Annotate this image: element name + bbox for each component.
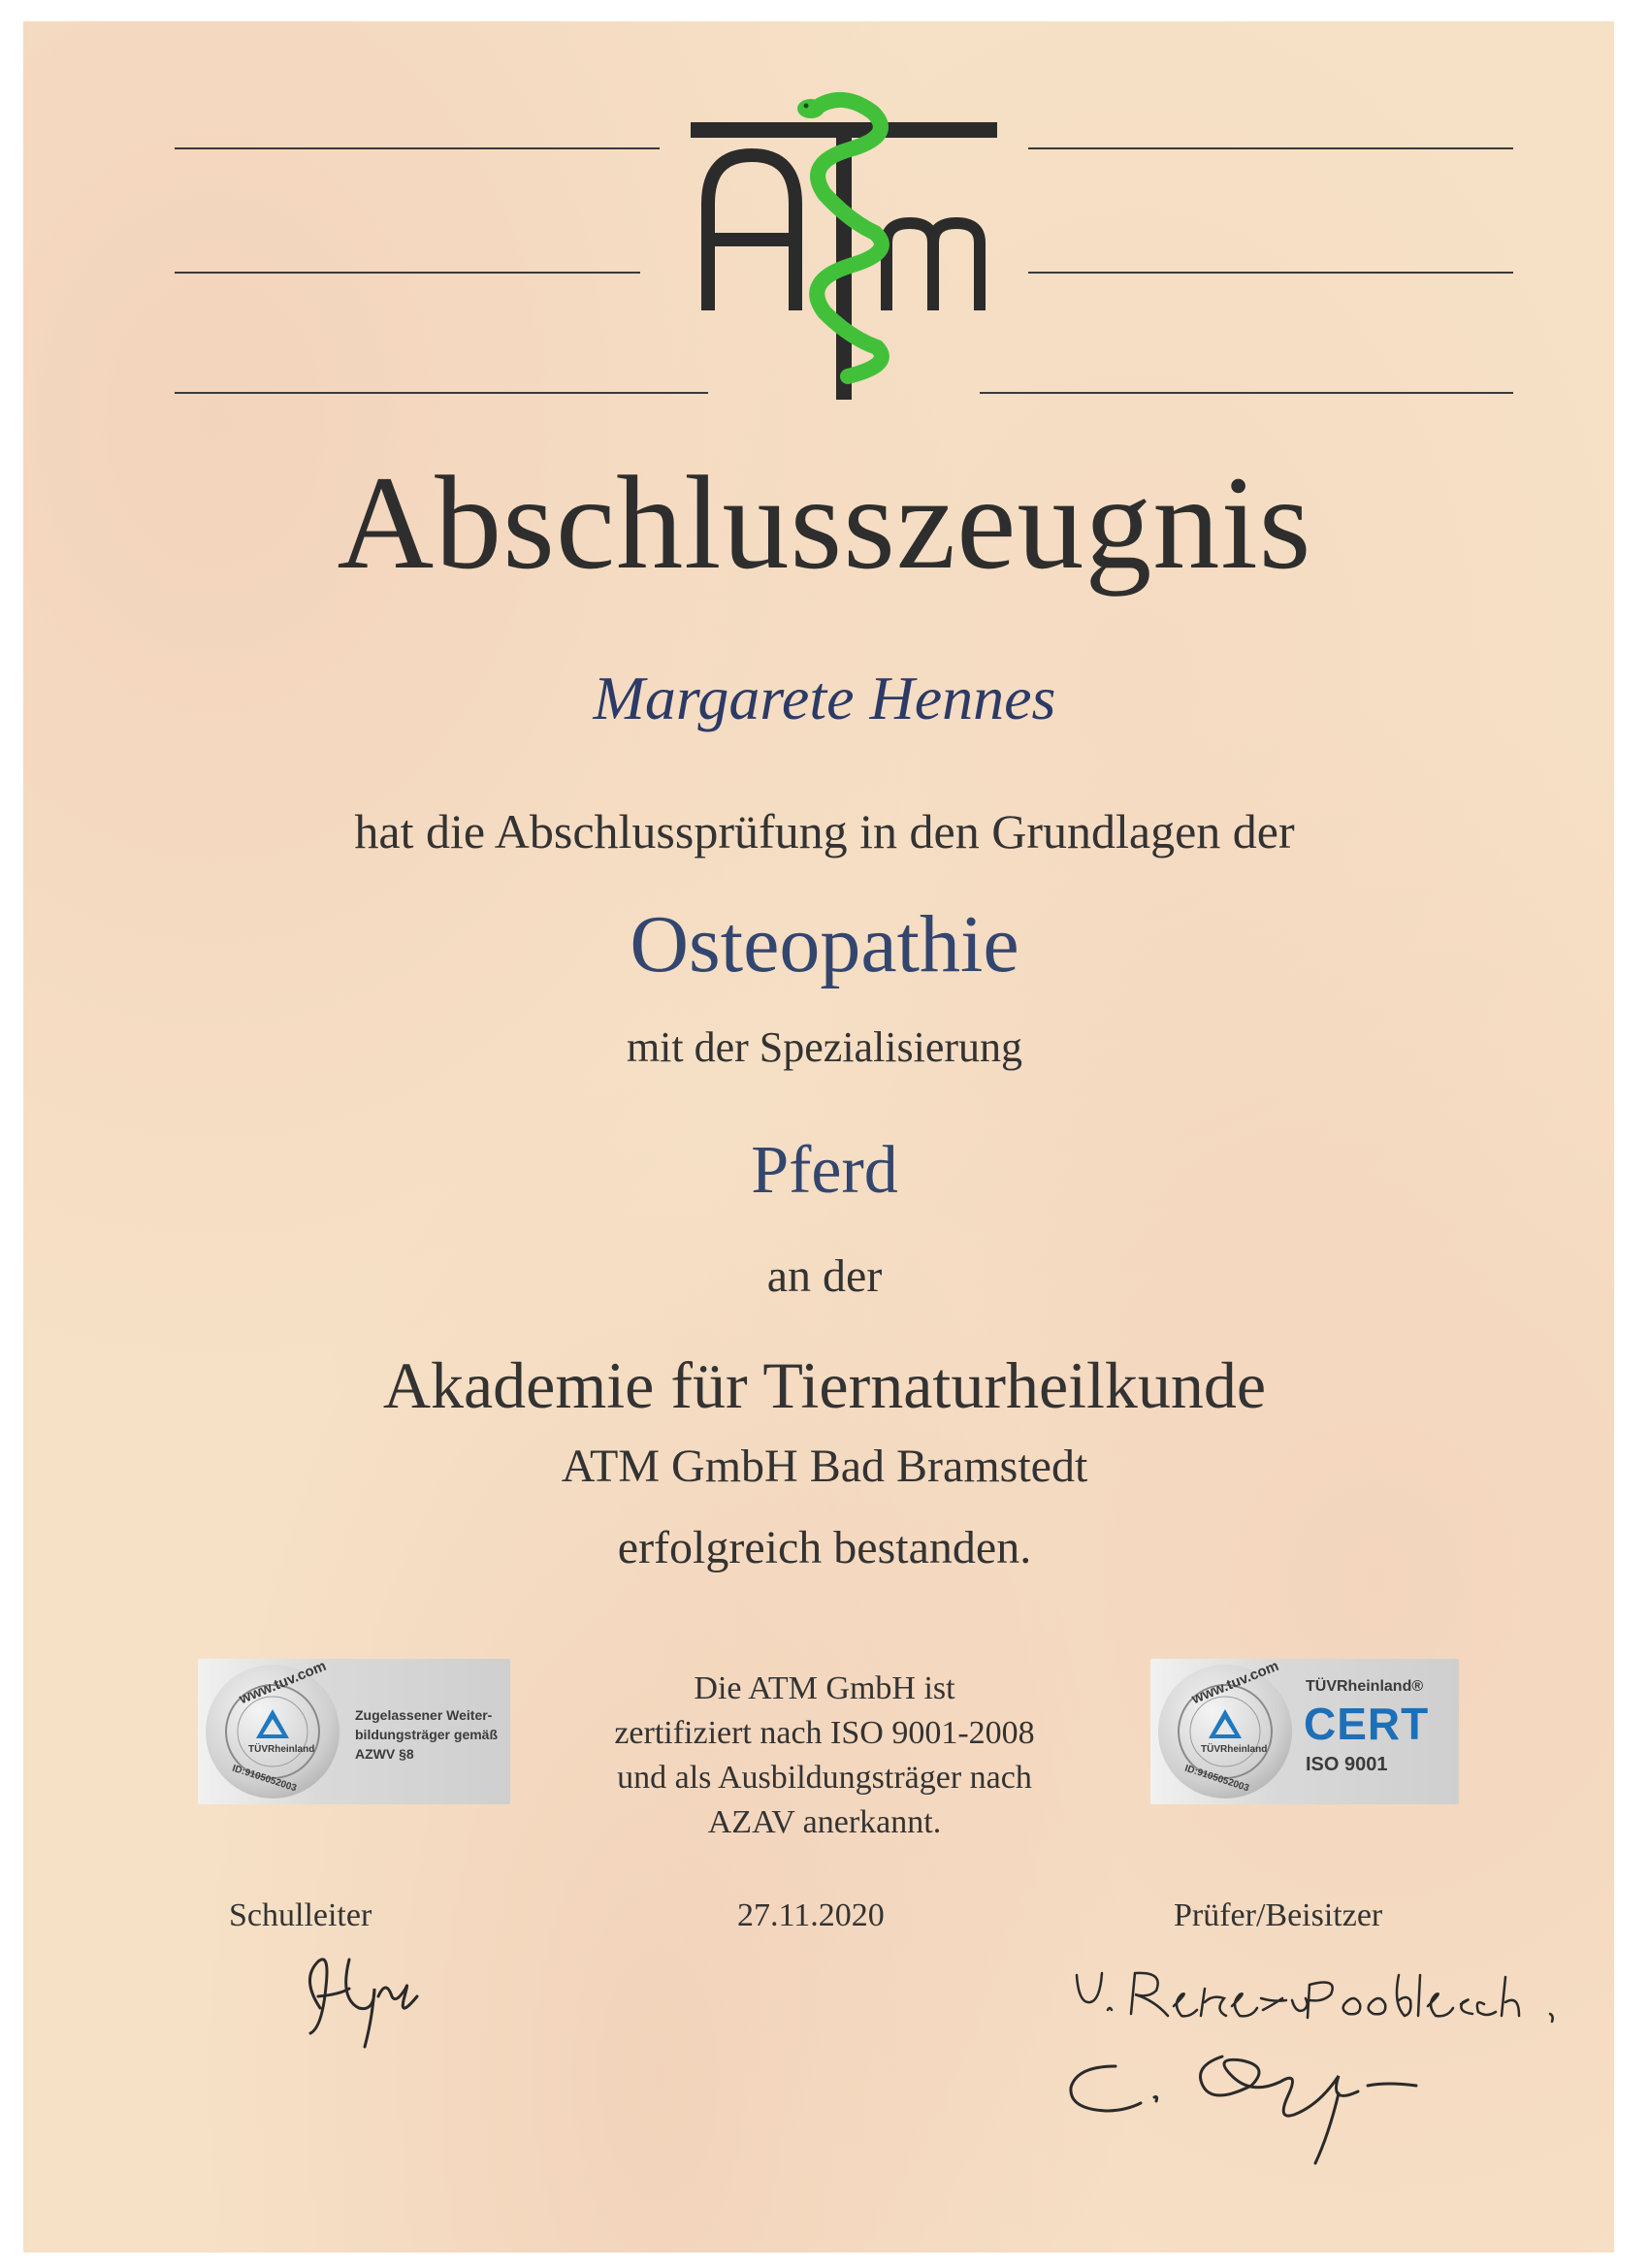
certification-note-line-2: zertifiziert nach ISO 9001-2008 [614,1715,1035,1751]
tuv-cert-id: ID:9105052003 [1182,1763,1250,1795]
issue-date: 27.11.2020 [737,1897,885,1933]
at-text: an der [766,1250,883,1302]
rule-left-top [175,147,660,149]
examiner-label: Prüfer/Beisitzer [1174,1897,1383,1933]
tuv-cert-ring-text: www.tuv.com [1189,1657,1281,1708]
rule-right-top [1028,147,1513,149]
tuv-seal-id: ID:9105052003 [230,1763,298,1795]
academy-name: Akademie für Tiernaturheilkunde [382,1348,1267,1422]
company-name: ATM GmbH Bad Bramstedt [561,1441,1088,1492]
rule-left-middle [175,272,640,274]
certification-note-line-1: Die ATM GmbH ist [694,1670,955,1706]
atm-logo-icon [679,87,1009,407]
tuv-cert-seal-brand: TÜVRheinland [1201,1744,1268,1755]
recipient-name: Margarete Hennes [593,664,1056,732]
seal-caption-line-1: Zugelassener Weiter- [355,1707,493,1723]
cert-label: CERT [1304,1699,1430,1749]
principal-signature [281,1940,427,2057]
subject-name: Osteopathie [630,899,1019,989]
certificate-title: Abschlusszeugnis [337,448,1312,597]
tuv-seal-ring-text: www.tuv.com [237,1657,329,1708]
exam-statement: hat die Abschlussprüfung in den Grundlagen der [354,804,1295,859]
certification-note-line-4: AZAV anerkannt. [707,1804,942,1840]
certification-note [543,1667,1106,1845]
tuv-brand-label: TÜVRheinland® [1306,1678,1424,1695]
principal-label: Schulleiter [229,1897,372,1933]
tuv-seal-brand: TÜVRheinland [248,1744,315,1755]
tuv-cert-seal-right [1150,1659,1459,1804]
passed-text: erfolgreich bestanden. [617,1522,1032,1573]
rule-right-bottom [980,392,1513,394]
iso-standard-label: ISO 9001 [1306,1754,1388,1775]
specialization-name: Pferd [751,1133,898,1208]
seal-caption-line-2: bildungsträger gemäß [355,1727,499,1742]
rule-left-bottom [175,392,708,394]
tuv-seal-left [198,1659,510,1804]
rule-right-middle [1028,272,1513,274]
seal-caption-line-3: AZWV §8 [355,1746,414,1762]
specialization-intro: mit der Spezialisierung [626,1023,1023,1071]
examiner-signature-2 [1048,2027,1436,2173]
certification-note-line-3: und als Ausbildungsträger nach [617,1760,1032,1796]
